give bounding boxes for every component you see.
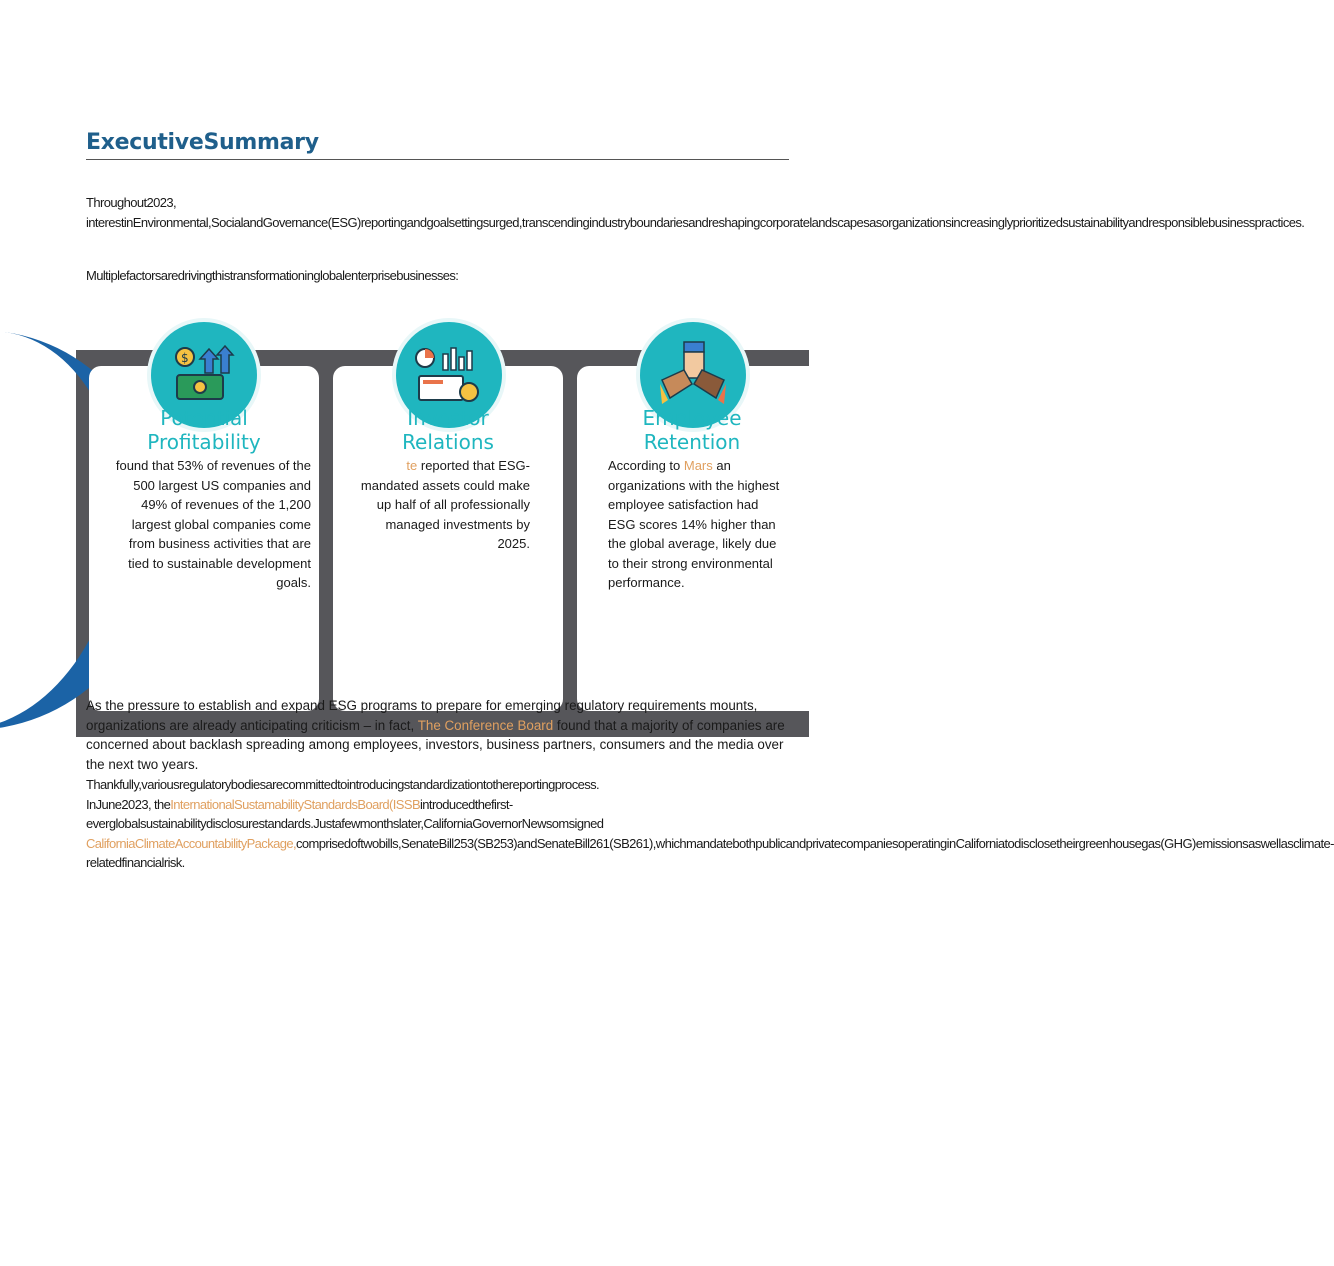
pressure-paragraph: As the pressure to establish and expand ESG programs to prepare for emerging regulatory requirements mounts, organizations are already anticipating criticism – in fact, The Conference Board found that a majority of companies are concerned about backlash spreading among employees, investors, business partners, consumers and the media over the next two years. [86,698,785,772]
card-text-investor-relations: te reported that ESG-mandated assets could make up half of all professionally managed investments by 2025. [360,458,530,551]
issb-link[interactable]: InternationalSustamabilityStandardsBoard(ISSB [170,796,421,812]
page-title: ExecutiveSummary [86,130,319,155]
conference-board-link[interactable]: The Conference Board [417,717,554,733]
card-title-employee-retention: Employee Retention [642,406,742,454]
drivers-intro: Multiplefactorsaredrivingthistransformationinglobalenterprisebusinesses: [86,268,459,283]
regulatory-paragraph: Thankfully,variousregulatorybodiesarecommittedtointroducingstandardizationtothereportingprocess. InJune2023, theInternationalSustamabilityStandardsBoard(ISSBintroducedthefirst-everglobalsustainabilitydisclosurestandards.Justafewmonthslater,CaliforniaGovernorNewsomsigned CaliforniaClimateAccountabilityPackage,comprisedoftwobills,SenateBill253(SB253)andSenateBill261(SB261),whichmandatebothpublicandprivatecompaniesoperatinginCaliforniatodisclosetheirgreenhousegas(GHG)emissionsaswellasclimate-relatedfinancialrisk. [86,777,1334,870]
source-link[interactable]: te [406,458,418,473]
svg-text:$: $ [181,351,189,365]
mars-link[interactable]: Mars [683,458,713,473]
ccap-link[interactable]: CaliforniaClimateAccountabilityPackage, [86,835,296,851]
card-text-profitability: found that 53% of revenues of the 500 largest US companies and 49% of revenues of the 1,200 largest global companies come from business activities that are tied to sustainable development goals. [115,458,311,590]
card-text-employee-retention: According to Mars an organizations with the highest employee satisfaction had ESG scores 14% higher than the global average, likely due to their strong environmental performance. [608,458,780,590]
card-title-profitability: Potential Profitability [147,406,261,454]
title-divider [86,159,789,160]
intro-paragraph: Throughout2023, interestinEnvironmental,SocialandGovernance(ESG)reportingandgoalsettingsurged,transcendingindustryboundariesandreshapingcorporatelandscapesasorganizationsincreasinglyprioritizedsustainabilityandresponsiblebusinesspractices. [86,195,1305,230]
card-title-investor-relations: Investor Relations [402,406,494,454]
